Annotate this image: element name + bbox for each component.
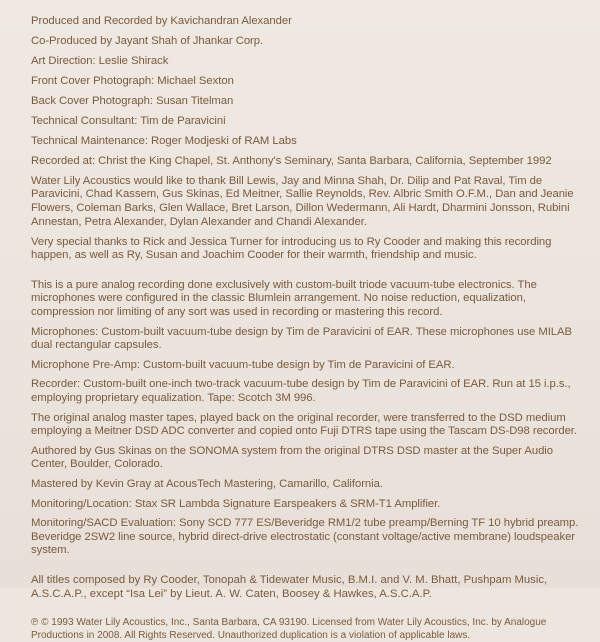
monitoring-sacd-note: Monitoring/SACD Evaluation: Sony SCD 777 ES/Beveridge RM1/2 tube preamp/Berning TF 10 hybrid preamp. Beveridge 2SW2 line source, hybrid direct-drive electrostatic (constant voltage/active membrane) loudspeaker system.	[31, 517, 579, 557]
copyright-notice: ℗ © 1993 Water Lily Acoustics, Inc., Santa Barbara, CA 93190. Licensed from Water Lily Acoustics, Inc. by Analogue Productions in 2008. All Rights Reserved. Unauthorized duplication is a violation of applicable laws.	[31, 617, 547, 642]
mastering-note: Mastered by Kevin Gray at AcousTech Mastering, Camarillo, California.	[31, 477, 383, 490]
credit-art-direction: Art Direction: Leslie Shirack	[31, 54, 169, 67]
credit-recorded-at: Recorded at: Christ the King Chapel, St. Anthony's Seminary, Santa Barbara, California, September 1992	[31, 154, 552, 167]
credit-co-producer: Co-Produced by Jayant Shah of Jhankar Corp.	[31, 34, 264, 47]
microphones-note: Microphones: Custom-built vacuum-tube design by Tim de Paravicini of EAR. These microphones use MILAB dual rectangular capsules.	[31, 325, 573, 352]
authoring-note: Authored by Gus Skinas on the SONOMA system from the original DTRS DSD master at the Super Audio Center, Boulder, Colorado.	[31, 444, 553, 471]
credit-technical-consultant: Technical Consultant: Tim de Paravicini	[31, 114, 226, 127]
copyright-section	[31, 616, 582, 642]
thanks-paragraph: Water Lily Acoustics would like to thank Bill Lewis, Jay and Minna Shah, Dr. Dilip and Pat Raval, Tim de Paravicini, Chad Kassem, Gus Skinas, Ed Meitner, Sallie Reynolds, Rev. Albric Smith O.F.M., Dan and Jeanie Flowers, Coleman Barks, Glen Wallace, Bret Larson, Dillon Wedermann, Ali Hardt, Dharmini Jonsson, Rubini Annestan, Petra Alexander, Dylan Alexander and Chandi Alexander.	[31, 174, 574, 228]
recorder-note: Recorder: Custom-built one-inch two-track vacuum-tube design by Tim de Paravicini of EAR. Run at 15 i.p.s., employing proprietary equalization. Tape: Scotch 3M 996.	[31, 378, 571, 404]
dsd-transfer-note: The original analog master tapes, played back on the original recorder, were transferred to the DSD medium employing a Meitner DSD ADC converter and copied onto Fuji DTRS tape using the Tascam DS-D98 recorder.	[31, 411, 577, 438]
credits-section	[31, 15, 582, 263]
technical-notes-section	[31, 279, 582, 558]
mic-preamp-note: Microphone Pre-Amp: Custom-built vacuum-tube design by Tim de Paravicini of EAR.	[31, 358, 455, 371]
credit-back-cover: Back Cover Photograph: Susan Titelman	[31, 94, 234, 107]
monitoring-location-note: Monitoring/Location: Stax SR Lambda Signature Earspeakers & SRM-T1 Amplifier.	[31, 497, 441, 510]
special-thanks-paragraph: Very special thanks to Rick and Jessica Turner for introducing us to Ry Cooder and making this recording happen, as well as Ry, Susan and Joachim Cooder for their warmth, friendship and music.	[31, 235, 552, 262]
credit-producer: Produced and Recorded by Kavichandran Alexander	[31, 15, 292, 27]
composers-paragraph: All titles composed by Ry Cooder, Tonopah & Tidewater Music, B.M.I. and V. M. Bhatt, Pushpam Music, A.S.C.A.P., except “Isa Lei” by Lieut. A. W. Caten, Boosey & Hawkes, A.S.C.A.P.	[31, 573, 548, 600]
credit-front-cover: Front Cover Photograph: Michael Sexton	[31, 74, 234, 87]
analog-recording-note: This is a pure analog recording done exclusively with custom-built triode vacuum-tube electronics. The microphones were configured in the classic Blumlein arrangement. No noise reduction, equalization, compression nor limiting of any sort was used in recording or mastering this record.	[31, 278, 537, 319]
credit-technical-maintenance: Technical Maintenance: Roger Modjeski of RAM Labs	[31, 134, 297, 147]
